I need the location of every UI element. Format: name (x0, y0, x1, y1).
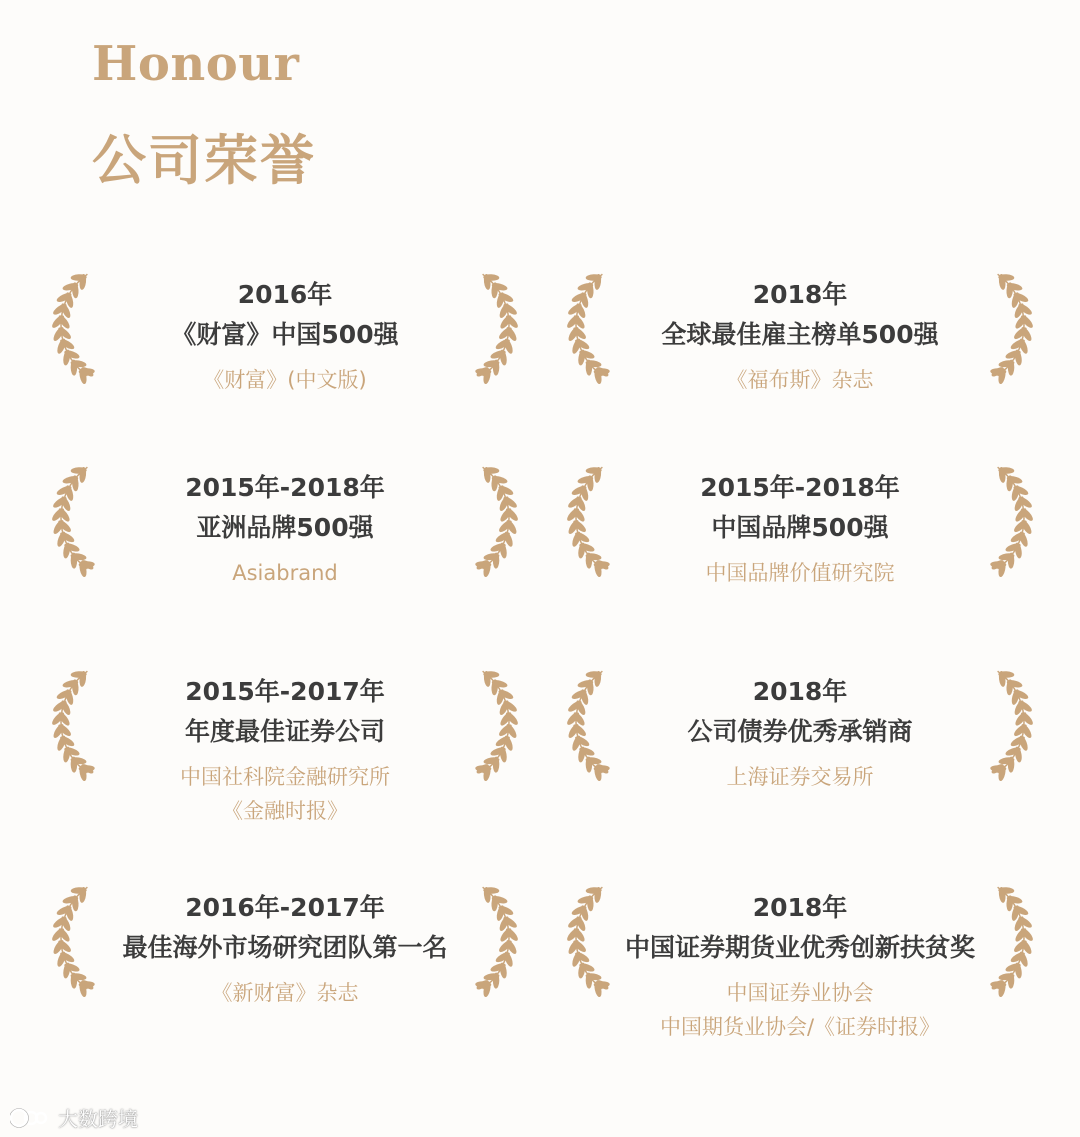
award-sources (85, 760, 485, 828)
award-source: 中国社科院金融研究所 (180, 765, 390, 789)
award-source: 中国期货业协会/《证券时报》 (659, 1015, 941, 1039)
award-card (550, 652, 1050, 832)
award-year: 2016年-2017年 (185, 893, 385, 922)
award-text (85, 468, 485, 590)
award-source: 《福布斯》杂志 (726, 368, 874, 392)
award-source: 《金融时报》 (222, 799, 348, 823)
logo-icon (10, 1105, 50, 1131)
award-card (35, 652, 535, 832)
award-year: 2015年-2017年 (185, 677, 385, 706)
award-year: 2015年-2018年 (185, 473, 385, 502)
award-text (85, 275, 485, 397)
award-source: 《新财富》杂志 (211, 981, 359, 1005)
award-source: Asiabrand (232, 561, 338, 585)
award-title: 全球最佳雇主榜单500强 (661, 320, 939, 349)
award-text (85, 888, 485, 1010)
award-year: 2016年 (237, 280, 333, 309)
award-source: 《财富》(中文版) (203, 368, 367, 392)
award-sources (85, 556, 485, 590)
award-text (600, 275, 1000, 397)
award-sources (85, 976, 485, 1010)
award-sources (85, 363, 485, 397)
award-text (600, 888, 1000, 1044)
award-title: 亚洲品牌500强 (196, 513, 374, 542)
award-card (550, 868, 1050, 1048)
award-card (550, 448, 1050, 628)
award-year: 2018年 (752, 280, 848, 309)
award-source: 中国品牌价值研究院 (705, 561, 895, 585)
award-text (600, 468, 1000, 590)
watermark-text: 大数跨境 (58, 1107, 138, 1131)
award-card (35, 255, 535, 435)
award-title: 中国证券期货业优秀创新扶贫奖 (624, 933, 975, 962)
heading-chinese: 公司荣誉 (92, 128, 316, 192)
award-card (550, 255, 1050, 435)
award-title: 年度最佳证券公司 (184, 717, 385, 746)
award-source: 中国证券业协会 (726, 981, 874, 1005)
award-sources (600, 363, 1000, 397)
award-title: 《财富》中国500强 (171, 320, 399, 349)
award-title: 最佳海外市场研究团队第一名 (122, 933, 448, 962)
award-year: 2018年 (752, 893, 848, 922)
award-title: 中国品牌500强 (711, 513, 889, 542)
award-year: 2015年-2018年 (700, 473, 900, 502)
award-text (600, 672, 1000, 794)
award-card (35, 448, 535, 628)
award-year: 2018年 (752, 677, 848, 706)
award-title: 公司债券优秀承销商 (687, 717, 913, 746)
award-sources (600, 556, 1000, 590)
award-source: 上海证券交易所 (726, 765, 874, 789)
award-text (85, 672, 485, 828)
award-card (35, 868, 535, 1048)
award-sources (600, 760, 1000, 794)
award-sources (600, 976, 1000, 1044)
heading-english: Honour (92, 36, 300, 92)
watermark (10, 1103, 138, 1132)
